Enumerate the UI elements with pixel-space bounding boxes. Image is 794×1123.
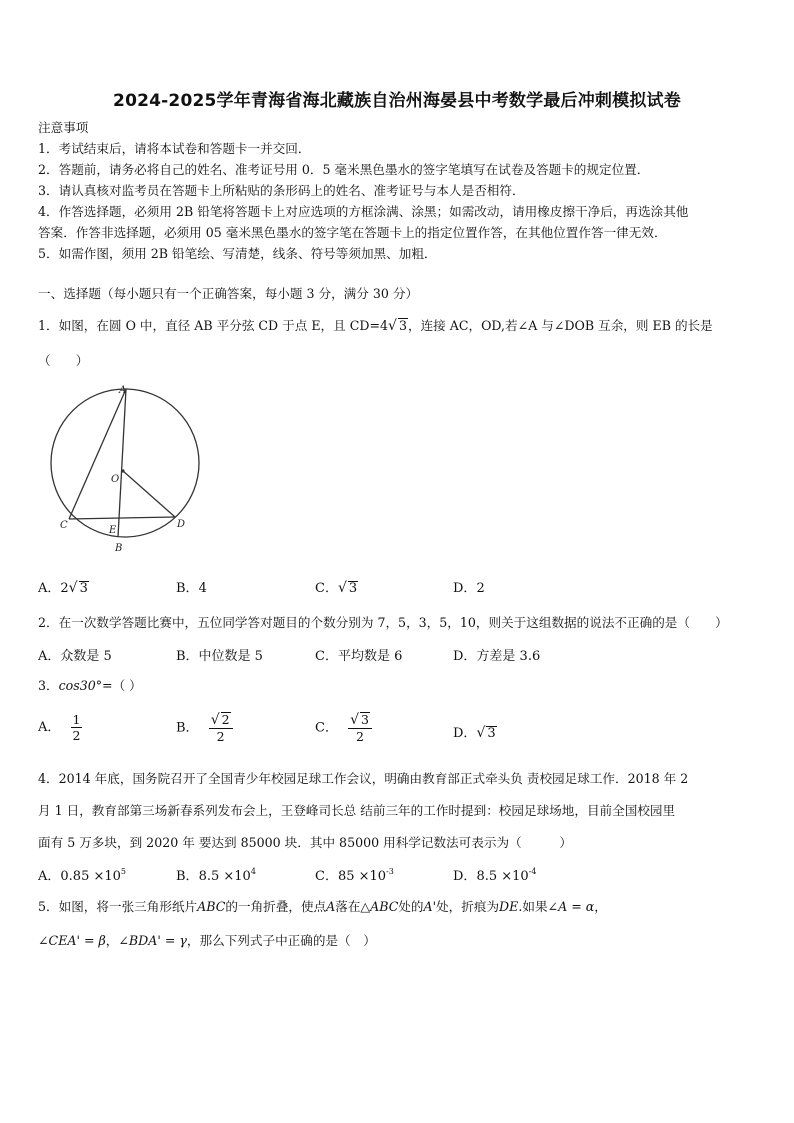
q5-text: 落在	[335, 899, 361, 914]
q3-option-a[interactable]	[38, 712, 82, 743]
sqrt-symbol: √	[210, 712, 220, 728]
q5-text: 5．如图，将一张三角形纸片	[38, 899, 198, 914]
circle-figure	[40, 380, 220, 560]
option-base: 0.85 ×10	[60, 869, 121, 884]
option-label: B．	[176, 869, 199, 884]
label-a: A	[119, 385, 127, 396]
q5-point-a-prime: A'	[423, 899, 437, 914]
label-o: O	[111, 474, 120, 485]
denominator: 2	[216, 729, 225, 744]
center-point	[121, 469, 124, 472]
diameter-ab	[118, 389, 126, 537]
option-label: A．	[38, 720, 61, 735]
label-c: C	[60, 520, 68, 531]
chord-cd	[69, 517, 175, 519]
q4-option-a[interactable]	[38, 865, 126, 884]
q5-text: 处的	[398, 899, 424, 914]
numerator	[209, 712, 233, 729]
option-sqrt: 3	[487, 726, 496, 741]
sqrt-symbol: √	[337, 580, 347, 596]
label-d: D	[177, 519, 186, 530]
option-value: 4	[198, 581, 207, 596]
segment-od	[123, 471, 175, 517]
q5-angle-cea: ∠CEA' = β	[38, 933, 106, 948]
q3-option-b[interactable]	[176, 712, 233, 744]
q1-text-b: ，连接 AC，OD,若∠A 与∠DOB 互余，则 EB 的长是	[407, 318, 713, 333]
q5-text: ，那么下列式子中正确的是（ ）	[186, 933, 376, 948]
q1-option-c[interactable]	[315, 577, 358, 596]
q1-option-b[interactable]	[176, 577, 207, 596]
q4-option-d[interactable]	[453, 865, 536, 884]
note-item: 5．如需作图，须用 2B 铅笔绘、写清楚，线条、符号等须加黑、加粗．	[38, 246, 437, 261]
option-label: D．	[453, 869, 477, 884]
option-sqrt: 3	[79, 581, 88, 596]
numerator	[348, 712, 372, 729]
q5-text: 的一角折叠，使点	[225, 899, 327, 914]
chord-ac	[69, 389, 126, 519]
fraction	[71, 712, 83, 743]
question-5-line-1	[38, 897, 758, 917]
q5-angle-a: ∠A = α	[547, 899, 595, 914]
question-3-stem	[38, 676, 758, 696]
option-label: D．	[453, 581, 477, 596]
label-e: E	[109, 525, 117, 536]
q5-triangle: ABC	[197, 899, 226, 914]
option-label: B．	[176, 720, 199, 736]
option-sqrt: 3	[348, 581, 358, 596]
numerator-sqrt: 2	[221, 712, 230, 727]
question-1-stem	[38, 316, 758, 336]
q5-text: .如果	[518, 899, 548, 914]
note-item: 2．答题前，请务必将自己的姓名、准考证号用 0．5 毫米黑色墨水的签字笔填写在试卷及答题卡的规定位置．	[38, 162, 650, 177]
option-label: C．	[315, 720, 338, 736]
option-exponent: 4	[250, 867, 256, 876]
denominator: 2	[356, 729, 364, 744]
q1-text-a: 1．如图，在圆 O 中，直径 AB 平分弦 CD 于点 E，且 CD=4	[38, 318, 389, 333]
option-label: C．	[315, 869, 338, 884]
fraction	[348, 712, 372, 744]
q1-option-a[interactable]	[38, 577, 89, 596]
option-base: 8.5 ×10	[476, 869, 529, 884]
note-item: 1．考试结束后，请将本试卷和答题卡一并交回．	[38, 141, 311, 156]
note-item: 3．请认真核对监考员在答题卡上所粘贴的条形码上的姓名、准考证号与本人是否相符．	[38, 183, 525, 198]
q4-option-b[interactable]	[176, 865, 256, 884]
option-label: A．	[38, 869, 61, 884]
q3-option-d[interactable]	[453, 722, 497, 741]
q5-text: 处，折痕为	[436, 899, 500, 914]
q5-text: ，	[594, 899, 607, 914]
option-exponent: -3	[386, 867, 394, 876]
question-2-stem: 2．在一次数学答题比赛中，五位同学答对题目的个数分别为 7，5，3，5，10，则关于这组数据的说法不正确的是（ ）	[38, 615, 728, 630]
q5-angle-bda: ∠BDA' = γ	[118, 933, 187, 948]
section-heading: 一、选择题（每小题只有一个正确答案，每小题 3 分，满分 30 分）	[38, 286, 419, 301]
question-4-line: 4．2014 年底，国务院召开了全国青少年校园足球工作会议，明确由教育部正式牵头负 责校园足球工作．2018 年 2	[38, 771, 689, 786]
note-item: 答案．作答非选择题，必须用 05 毫米黑色墨水的签字笔在答题卡上的指定位置作答，在其他位置作答一律无效．	[38, 225, 667, 240]
q4-option-c[interactable]	[315, 865, 394, 884]
question-1-paren: （ ）	[38, 353, 89, 368]
q2-option-b[interactable]: B．中位数是 5	[176, 649, 263, 664]
option-label: B．	[176, 581, 199, 596]
fraction	[209, 712, 233, 744]
q3-expression: cos30°	[58, 678, 103, 693]
sqrt-symbol: √	[476, 725, 486, 741]
q2-option-d[interactable]: D．方差是 3.6	[453, 649, 541, 664]
option-label: C．	[315, 581, 338, 596]
label-b: B	[115, 543, 123, 554]
option-base: 85 ×10	[337, 869, 387, 884]
q5-crease: DE	[499, 899, 519, 914]
q5-text: ，	[105, 933, 119, 948]
option-base: 8.5 ×10	[198, 869, 251, 884]
page-title: 2024-2025学年青海省海北藏族自治州海晏县中考数学最后冲刺模拟试卷	[113, 91, 681, 111]
q2-option-a[interactable]: A．众数是 5	[38, 649, 112, 664]
q5-triangle-abc: △ABC	[360, 899, 399, 914]
question-4-line: 面有 5 万多块，到 2020 年 要达到 85000 块．其中 85000 用科学记数法可表示为（ ）	[38, 835, 573, 850]
note-item: 4．作答选择题，必须用 2B 铅笔将答题卡上对应选项的方框涂满、涂黑；如需改动，请用橡皮擦干净后，再选涂其他	[38, 204, 689, 219]
q1-sqrt-value: 3	[398, 318, 407, 333]
numerator-sqrt: 3	[361, 712, 369, 727]
denominator: 2	[72, 728, 81, 743]
option-label: A．	[38, 581, 61, 596]
question-4-line: 月 1 日，教育部第三场新春系列发布会上，王登峰司长总 结前三年的工作时提到：校园足球场地，目前全国校园里	[38, 803, 676, 818]
q3-option-c[interactable]	[315, 712, 372, 744]
option-prefix: 2	[60, 581, 69, 596]
option-exponent: -4	[528, 867, 537, 876]
sqrt-symbol: √	[68, 580, 78, 596]
sqrt-symbol: √	[350, 712, 360, 728]
q2-option-c[interactable]: C．平均数是 6	[315, 649, 403, 664]
numerator: 1	[72, 712, 81, 727]
sqrt-symbol: √	[388, 318, 397, 334]
q3-number: 3．	[38, 678, 59, 693]
option-label: D．	[453, 726, 477, 741]
q3-tail: =（ ）	[102, 678, 142, 693]
q5-point-a: A	[326, 899, 336, 914]
notes-heading: 注意事项	[38, 120, 89, 135]
q1-option-d[interactable]	[453, 577, 485, 596]
question-5-line-2	[38, 931, 758, 951]
option-value: 2	[476, 581, 485, 596]
option-exponent: 5	[120, 867, 126, 876]
